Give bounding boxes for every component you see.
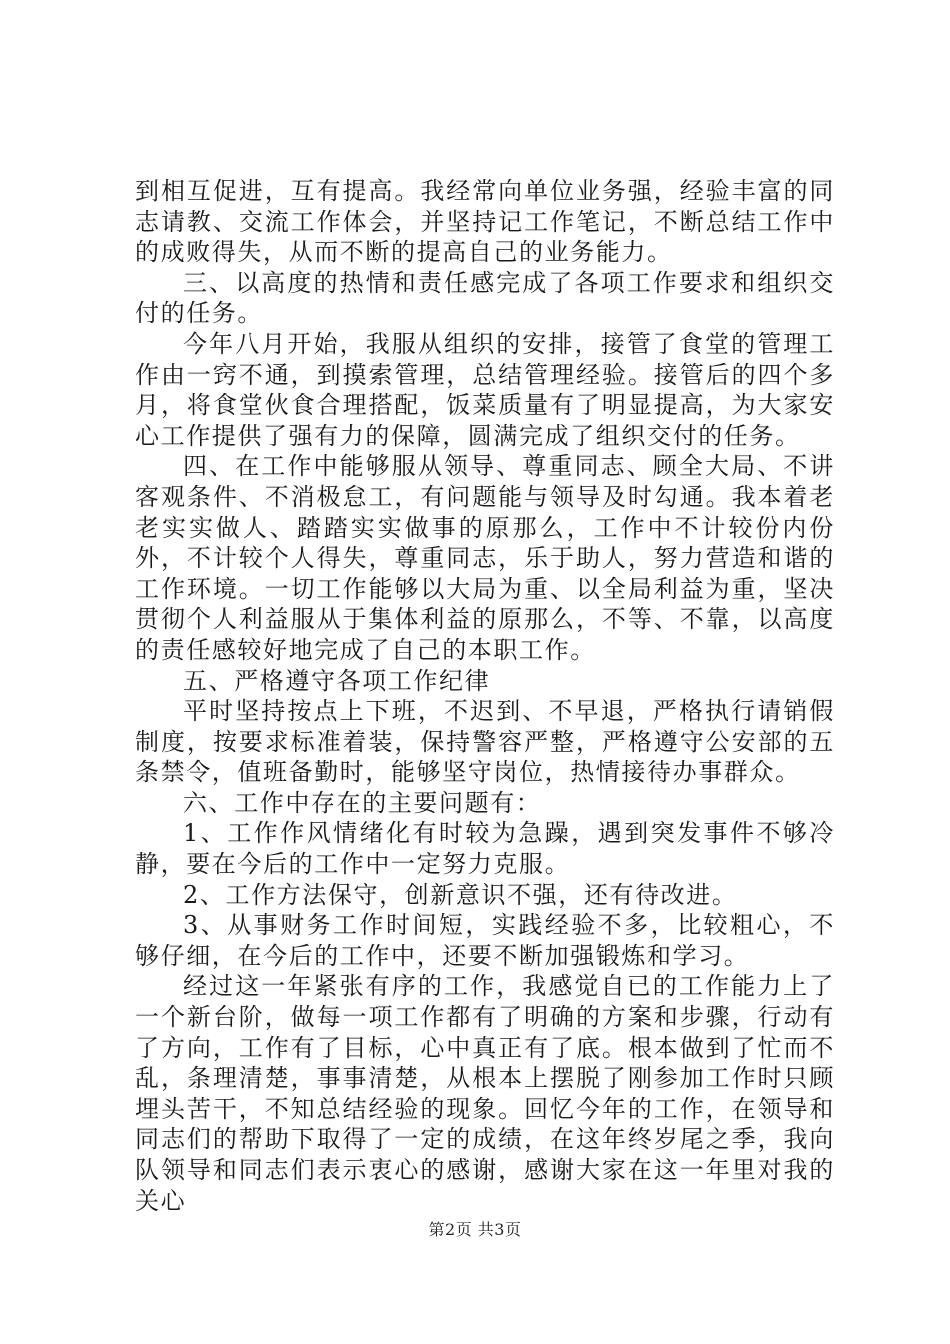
paragraph-canteen-management: 今年八月开始，我服从组织的安排，接管了食堂的管理工作由一窍不通，到摸索管理，总结管理经验。接管后的四个多月，将食堂伙食合理搭配，饭菜质量有了明显提高，为大家安心工作提供了强有力的保障，圆满完成了组织交付的任务。 (135, 329, 835, 450)
paragraph-section-six-heading: 六、工作中存在的主要问题有： (183, 788, 542, 817)
paragraph-discipline: 平时坚持按点上下班，不迟到、不早退，严格执行请销假制度，按要求标准着装，保持警容严整，严格遵守公安部的五条禁令，值班备勤时，能够坚守岗位，热情接待办事群众。 (135, 697, 835, 787)
page-number-footer: 第2页 共3页 (428, 1220, 522, 1239)
paragraph-problem-one: 1、工作作风情绪化有时较为急躁，遇到突发事件不够冷静，要在今后的工作中一定努力克服。 (135, 819, 835, 879)
paragraph-continuation: 到相互促进，互有提高。我经常向单位业务强，经验丰富的同志请教、交流工作体会，并坚持记工作笔记，不断总结工作中的成败得失，从而不断的提高自己的业务能力。 (135, 177, 835, 267)
paragraph-problem-three: 3、从事财务工作时间短，实践经验不多，比较粗心，不够仔细，在今后的工作中，还要不断加强锻炼和学习。 (135, 911, 835, 970)
paragraph-section-four: 四、在工作中能够服从领导、尊重同志、顾全大局、不讲客观条件、不消极怠工，有问题能与领导及时勾通。我本着老老实实做人、踏踏实实做事的原那么，工作中不计较份内份外，不计较个人得失，尊重同志，乐于助人，努力营造和谐的工作环境。一切工作能够以大局为重、以全局利益为重，坚决贯彻个人利益服从于集体利益的原那么，不等、不靠，以高度的责任感较好地完成了自己的本职工作。 (135, 452, 835, 664)
paragraph-section-three-heading: 三、以高度的热情和责任感完成了各项工作要求和组织交付的任务。 (135, 268, 835, 328)
paragraph-section-five-heading: 五、严格遵守各项工作纪律 (183, 666, 491, 695)
paragraph-summary: 经过这一年紧张有序的工作，我感觉自已的工作能力上了一个新台阶，做每一项工作都有了明确的方案和步骤，行动有了方向，工作有了目标，心中真正有了底。根本做到了忙而不乱，条理清楚，事事清楚，从根本上摆脱了刚参加工作时只顾埋头苦干，不知总结经验的现象。回忆今年的工作，在领导和同志们的帮助下取得了一定的成绩，在这年终岁尾之季，我向队领导和同志们表示衷心的感谢，感谢大家在这一年里对我的关心 (135, 972, 835, 1215)
document-body (135, 176, 835, 1216)
paragraph-problem-two: 2、工作方法保守，创新意识不强，还有待改进。 (183, 880, 738, 909)
